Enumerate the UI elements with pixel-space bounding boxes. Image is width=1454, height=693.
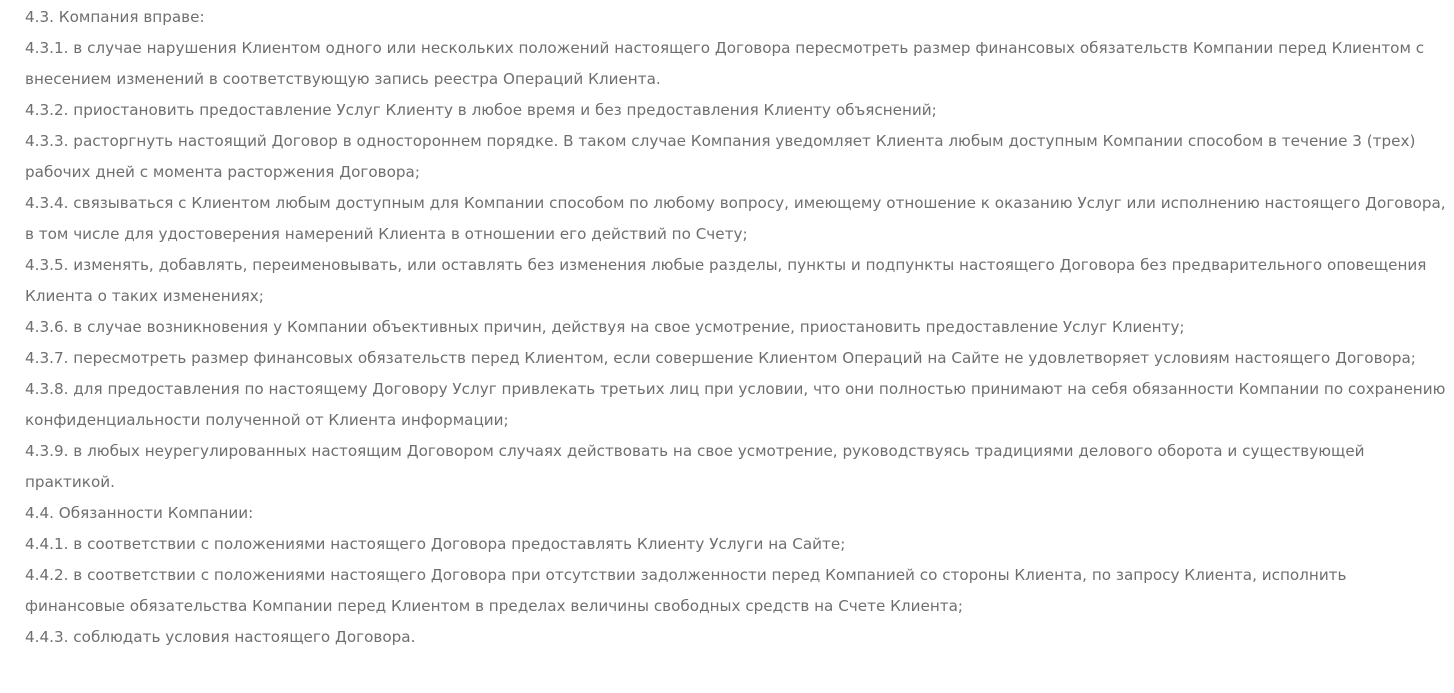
clause-4-3-5: 4.3.5. изменять, добавлять, переименовывать, или оставлять без изменения любые разделы, пункты и подпункты настоящего Договора без предварительного оповещения Клиента о таких изменениях; <box>25 256 1427 305</box>
clause-4-4-3: 4.4.3. соблюдать условия настоящего Договора. <box>25 628 416 646</box>
clause-4-3-4: 4.3.4. связываться с Клиентом любым доступным для Компании способом по любому вопросу, имеющему отношение к оказанию Услуг или исполнению настоящего Договора, в том числе для удостоверения намерений Клиента в отношении его действий по Счету; <box>25 194 1446 243</box>
clause-4-4-1: 4.4.1. в соответствии с положениями настоящего Договора предоставлять Клиенту Услуги на Сайте; <box>25 535 846 553</box>
clause-4-3-7: 4.3.7. пересмотреть размер финансовых обязательств перед Клиентом, если совершение Клиентом Операций на Сайте не удовлетворяет условиям настоящего Договора; <box>25 349 1416 367</box>
section-heading-4-3: 4.3. Компания вправе: <box>25 8 205 26</box>
clause-4-3-9: 4.3.9. в любых неурегулированных настоящим Договором случаях действовать на свое усмотрение, руководствуясь традициями делового оборота и существующей практикой. <box>25 442 1365 491</box>
clause-4-3-6: 4.3.6. в случае возникновения у Компании объективных причин, действуя на свое усмотрение, приостановить предоставление Услуг Клиенту; <box>25 318 1185 336</box>
clause-4-3-3: 4.3.3. расторгнуть настоящий Договор в одностороннем порядке. В таком случае Компания уведомляет Клиента любым доступным Компании способом в течение 3 (трех) рабочих дней с момента расторжения Договора; <box>25 132 1416 181</box>
section-heading-4-4: 4.4. Обязанности Компании: <box>25 504 254 522</box>
clause-4-3-8: 4.3.8. для предоставления по настоящему Договору Услуг привлекать третьих лиц при условии, что они полностью принимают на себя обязанности Компании по сохранению конфиденциальности полученной от Клиента информации; <box>25 380 1446 429</box>
clause-4-3-2: 4.3.2. приостановить предоставление Услуг Клиенту в любое время и без предоставления Клиенту объяснений; <box>25 101 937 119</box>
clause-4-4-2: 4.4.2. в соответствии с положениями настоящего Договора при отсутствии задолженности перед Компанией со стороны Клиента, по запросу Клиента, исполнить финансовые обязательства Компании перед Клиентом в пределах величины свободных средств на Счете Клиента; <box>25 566 1347 615</box>
clause-4-3-1: 4.3.1. в случае нарушения Клиентом одного или нескольких положений настоящего Договора пересмотреть размер финансовых обязательств Компании перед Клиентом с внесением изменений в соответствующую запись реестра Операций Клиента. <box>25 39 1425 88</box>
